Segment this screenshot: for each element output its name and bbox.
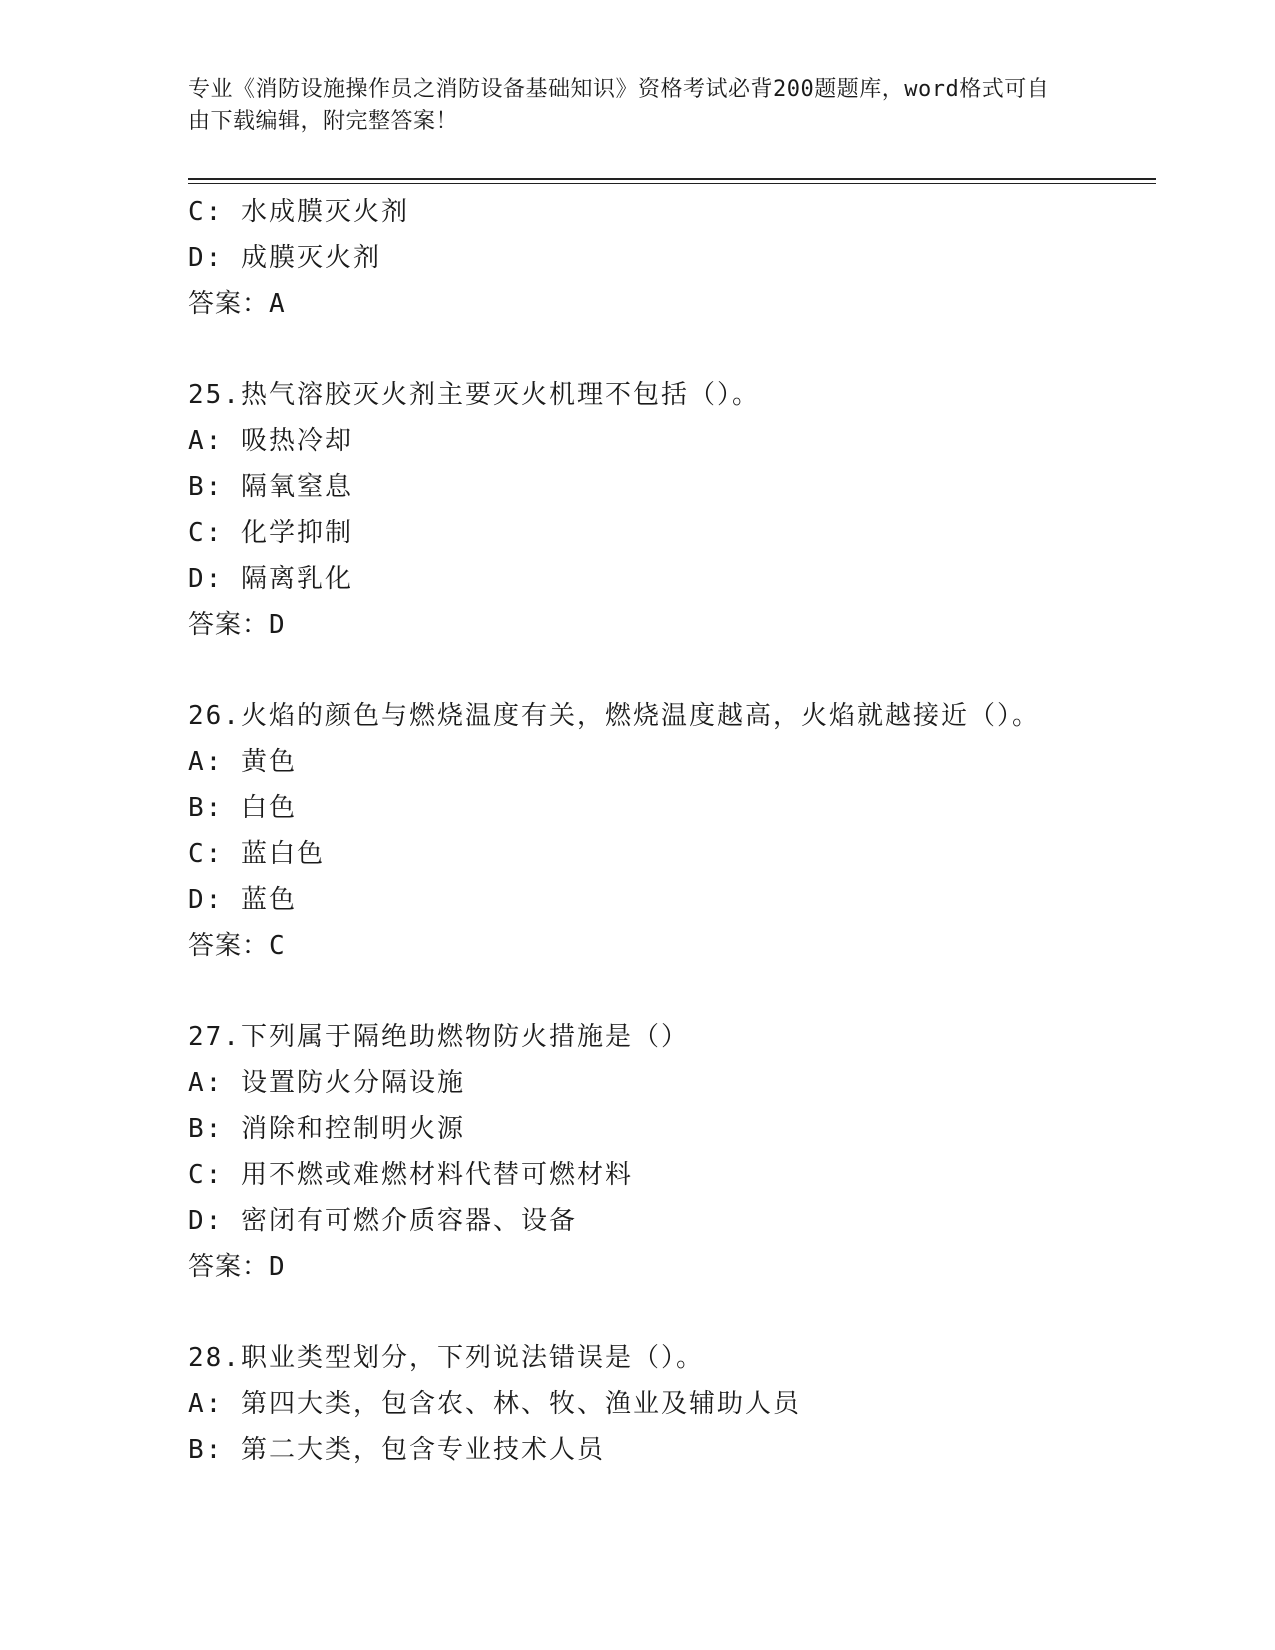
page-header: 专业《消防设施操作员之消防设备基础知识》资格考试必背200题题库，word格式可自由下载编辑，附完整答案！ [188,77,1050,134]
option-d: D: 隔离乳化 [188,564,353,594]
question-stem: 26.火焰的颜色与燃烧温度有关，燃烧温度越高，火焰就越接近（）。 [188,701,1040,731]
option-c: C: 蓝白色 [188,839,325,869]
question-26 [188,693,1156,969]
option-b: B: 消除和控制明火源 [188,1114,465,1144]
question-stem: 28.职业类型划分，下列说法错误是（）。 [188,1343,704,1373]
option-c: C: 用不燃或难燃材料代替可燃材料 [188,1160,633,1190]
question-27 [188,1014,1156,1290]
option-d: D: 成膜灭火剂 [188,243,381,273]
option-b: B: 隔氧窒息 [188,472,353,502]
option-a: A: 第四大类，包含农、林、牧、渔业及辅助人员 [188,1389,801,1419]
answer-line: 答案：D [188,1252,285,1282]
answer-line: 答案：A [188,289,285,319]
option-a: A: 黄色 [188,747,297,777]
question-stem: 25.热气溶胶灭火剂主要灭火机理不包括（）。 [188,380,760,410]
question-28 [188,1335,1156,1473]
question-25 [188,372,1156,648]
option-c: C: 化学抑制 [188,518,353,548]
option-b: B: 白色 [188,793,297,823]
question-continuation [188,189,1156,327]
option-d: D: 密闭有可燃介质容器、设备 [188,1206,577,1236]
question-stem: 27.下列属于隔绝助燃物防火措施是（） [188,1022,689,1052]
question-list [188,189,1156,1473]
header-divider-thin [188,183,1156,184]
answer-line: 答案：D [188,610,285,640]
header-divider-thick [188,178,1156,180]
option-d: D: 蓝色 [188,885,297,915]
option-c: C: 水成膜灭火剂 [188,197,409,227]
answer-line: 答案：C [188,931,285,961]
option-a: A: 设置防火分隔设施 [188,1068,465,1098]
option-a: A: 吸热冷却 [188,426,353,456]
option-b: B: 第二大类，包含专业技术人员 [188,1435,605,1465]
